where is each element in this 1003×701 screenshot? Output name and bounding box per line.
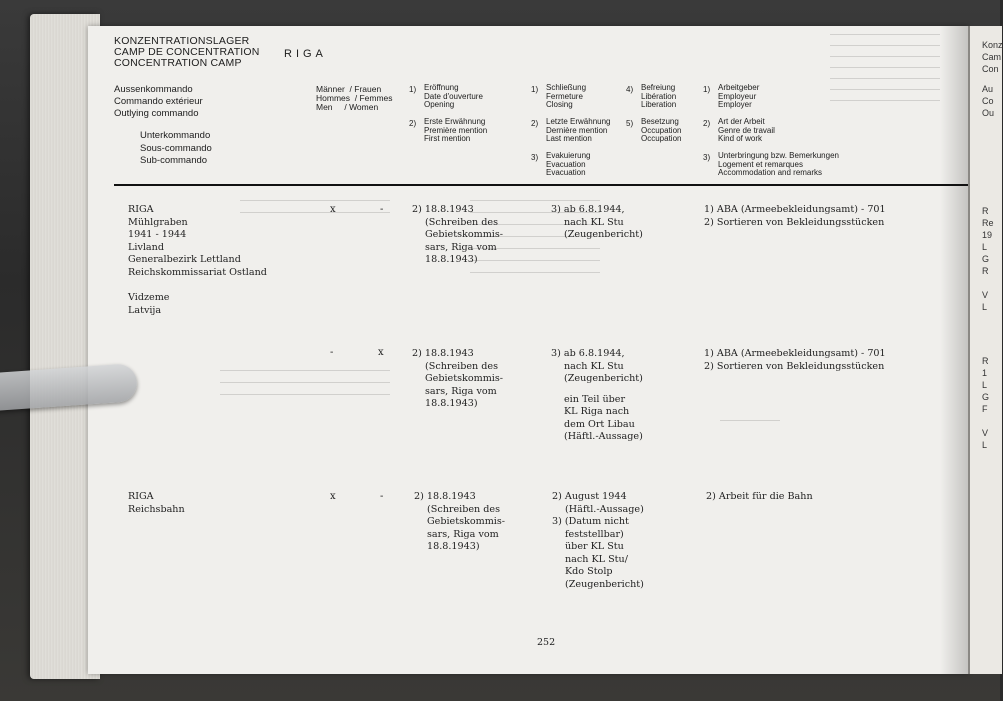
liberation-header: Befreiung Libération Liberation bbox=[641, 83, 677, 109]
first-mention-header: Erste Erwähnung Première mention First mention bbox=[424, 117, 488, 143]
entry-2-women-mark: x bbox=[378, 347, 384, 358]
entry-1-women-mark: - bbox=[380, 204, 384, 215]
entry-2-work: 1) ABA (Armeebekleidungsamt) - 701 2) Sortieren von Bekleidungsstücken bbox=[704, 348, 886, 372]
page-number: 252 bbox=[537, 637, 556, 648]
entry-3-closing: 2) August 1944 (Häftl.-Aussage) 3) (Datum nicht feststellbar) über KL Stu nach KL Stu/ Kdo Stolp (Zeugenbericht) bbox=[552, 491, 644, 590]
bleed-through bbox=[220, 370, 390, 406]
opening-num: 1) bbox=[409, 85, 417, 94]
entry-1-closing: 3) ab 6.8.1944, nach KL Stu (Zeugenbericht) bbox=[551, 204, 643, 240]
first-mention-num: 2) bbox=[409, 119, 417, 128]
bleed-through bbox=[720, 420, 780, 430]
work-kind-num: 2) bbox=[703, 119, 711, 128]
entry-1-region: Vidzeme Latvija bbox=[128, 292, 170, 316]
employer-num: 1) bbox=[703, 85, 711, 94]
liberation-num: 4) bbox=[626, 85, 634, 94]
camp-label-fr: CAMP DE CONCENTRATION bbox=[114, 46, 260, 58]
camp-label bbox=[114, 36, 260, 69]
occupation-header: Besetzung Occupation Occupation bbox=[641, 117, 682, 143]
camp-name: RIGA bbox=[284, 48, 327, 60]
sub-commando-label: Unterkommando Sous-commando Sub-commando bbox=[140, 130, 212, 166]
camp-label-de: KONZENTRATIONSLAGER bbox=[114, 35, 250, 47]
entry-2-opening: 2) 18.8.1943 (Schreiben des Gebietskommis- sars, Riga vom 18.8.1943) bbox=[412, 348, 504, 409]
entry-2-closing: 3) ab 6.8.1944, nach KL Stu (Zeugenbericht) ein Teil über KL Riga nach dem Ort Libau (Häftl.-Aussage) bbox=[551, 348, 643, 442]
employer-header: Arbeitgeber Employeur Employer bbox=[718, 83, 760, 109]
closing-header: Schließung Fermeture Closing bbox=[546, 83, 587, 109]
entry-1-men-mark: x bbox=[330, 204, 336, 215]
header-rule bbox=[114, 184, 968, 186]
entry-3-name: RIGA Reichsbahn bbox=[128, 491, 185, 515]
page-gutter-shadow bbox=[940, 26, 968, 674]
occupation-num: 5) bbox=[626, 119, 634, 128]
outlying-commando-label: Aussenkommando Commando extérieur Outlying commando bbox=[114, 84, 203, 119]
last-mention-num: 2) bbox=[531, 119, 539, 128]
opening-header: Eröffnung Date d'ouverture Opening bbox=[424, 83, 483, 109]
accommodation-header: Unterbringung bzw. Bemerkungen Logement et remarques Accommodation and remarks bbox=[718, 151, 839, 177]
evacuation-num: 3) bbox=[531, 153, 539, 162]
accommodation-num: 3) bbox=[703, 153, 711, 162]
entry-1-opening: 2) 18.8.1943 (Schreiben des Gebietskommis- sars, Riga vom 18.8.1943) bbox=[412, 204, 504, 265]
entry-3-work: 2) Arbeit für die Bahn bbox=[706, 491, 813, 502]
entry-1-name: RIGA Mühlgraben 1941 - 1944 Livland Generalbezirk Lettland Reichskommissariat Ostland bbox=[128, 204, 267, 278]
evacuation-header: Evakuierung Evacuation Evacuation bbox=[546, 151, 591, 177]
facing-page-edge: Konz Cam Con Au Co Ou R Re 19 L G R V L R 1 L G F V L bbox=[968, 26, 1002, 674]
gender-label: Männer / Frauen Hommes / Femmes Men / Women bbox=[316, 84, 393, 112]
entry-3-men-mark: x bbox=[330, 491, 336, 502]
entry-1-work: 1) ABA (Armeebekleidungsamt) - 701 2) Sortieren von Bekleidungsstücken bbox=[704, 204, 886, 228]
last-mention-header: Letzte Erwähnung Dernière mention Last mention bbox=[546, 117, 611, 143]
entry-2-men-mark: - bbox=[330, 347, 334, 358]
work-kind-header: Art der Arbeit Genre de travail Kind of work bbox=[718, 117, 775, 143]
entry-3-women-mark: - bbox=[380, 491, 384, 502]
camp-label-en: CONCENTRATION CAMP bbox=[114, 57, 242, 69]
entry-3-opening: 2) 18.8.1943 (Schreiben des Gebietskommis- sars, Riga vom 18.8.1943) bbox=[414, 491, 506, 552]
closing-num: 1) bbox=[531, 85, 539, 94]
bleed-through bbox=[830, 34, 940, 104]
